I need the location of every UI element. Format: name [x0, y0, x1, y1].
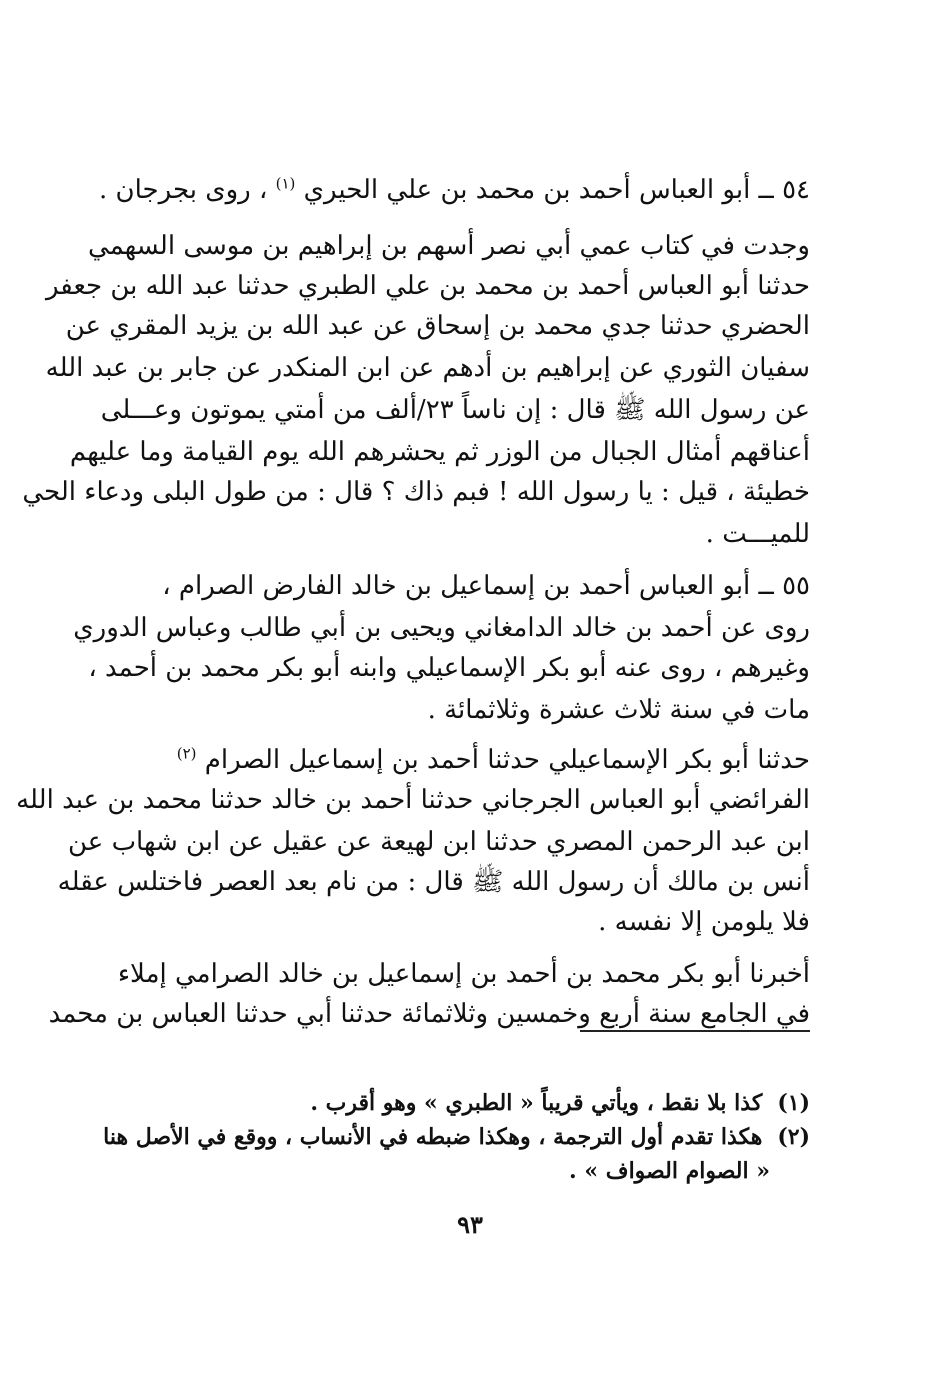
entry-54-line: حدثنا أبو العباس أحمد بن محمد بن علي الطبري حدثنا عبد الله بن جعفر [45, 271, 810, 301]
entry-55-line: فلا يلومن إلا نفسه . [598, 907, 810, 937]
footnote-2-text: هكذا تقدم أول الترجمة ، وهكذا ضبطه في الأنساب ، ووقع في الأصل هنا [103, 1124, 763, 1150]
footnote-ref-1[interactable]: (١) [275, 174, 296, 193]
entry-54-heading [98, 172, 810, 208]
footnote-divider [580, 1030, 810, 1032]
footnote-1-number: (١) [777, 1090, 810, 1116]
entry-55-line: في الجامع سنة أربع وخمسين وثلاثمائة حدثنا أبي حدثنا العباس بن محمد [48, 999, 810, 1029]
entry-54-heading-tail: ، روى بجرجان . [98, 175, 268, 205]
entry-54-line: وجدت في كتاب عمي أبي نصر أسهم بن إبراهيم بن موسى السهمي [88, 231, 810, 261]
entry-54-line: خطيئة ، قيل : يا رسول الله ! فبم ذاك ؟ قال : من طول البلى ودعاء الحي [22, 477, 810, 507]
page-number: ٩٣ [457, 1210, 483, 1239]
footnote-2 [103, 1122, 810, 1152]
entry-55-para2-text: حدثنا أبو بكر الإسماعيلي حدثنا أحمد بن إسماعيل الصرام [204, 745, 810, 775]
entry-54-line: سفيان الثوري عن إبراهيم بن أدهم عن ابن المنكدر عن جابر بن عبد الله [45, 353, 810, 383]
footnote-1 [120, 1088, 810, 1118]
footnote-2-number: (٢) [777, 1124, 810, 1150]
entry-55-line: أخبرنا أبو بكر محمد بن أحمد بن إسماعيل بن خالد الصرامي إملاء [117, 959, 810, 989]
entry-54-heading-text: ٥٤ ــ أبو العباس أحمد بن محمد بن علي الحيري [303, 175, 810, 205]
entry-55-para2-first [120, 742, 810, 778]
entry-55-line: ابن عبد الرحمن المصري حدثنا ابن لهيعة عن عقيل عن ابن شهاب عن [68, 827, 810, 857]
footnote-ref-2[interactable]: (٢) [176, 744, 197, 763]
entry-54-line: للميـــت . [705, 519, 810, 549]
entry-55-heading: ٥٥ ــ أبو العباس أحمد بن إسماعيل بن خالد الفارض الصرام ، [162, 571, 810, 601]
entry-55-line: أنس بن مالك أن رسول الله ﷺ قال : من نام بعد العصر فاختلس عقله [57, 867, 810, 897]
footnote-2-continuation: « الصوام الصواف » . [569, 1158, 770, 1184]
entry-55-line: مات في سنة ثلاث عشرة وثلاثمائة . [427, 695, 810, 725]
entry-55-line: روى عن أحمد بن خالد الدامغاني ويحيى بن أبي طالب وعباس الدوري [73, 613, 810, 643]
entry-54-line: عن رسول الله ﷺ قال : إن ناساً ٢٣/ألف من أمتي يموتون وعـــلى [100, 395, 810, 425]
entry-54-line: الحضري حدثنا جدي محمد بن إسحاق عن عبد الله بن يزيد المقري عن [65, 311, 810, 341]
entry-55-line: وغيرهم ، روى عنه أبو بكر الإسماعيلي وابنه أبو بكر محمد بن أحمد ، [88, 653, 810, 683]
footnote-1-text: كذا بلا نقط ، ويأتي قريباً « الطبري » وهو أقرب . [310, 1090, 763, 1116]
entry-54-line: أعناقهم أمثال الجبال من الوزر ثم يحشرهم الله يوم القيامة وما عليهم [69, 437, 810, 467]
entry-55-line: الفرائضي أبو العباس الجرجاني حدثنا أحمد بن خالد حدثنا محمد بن عبد الله [16, 785, 810, 815]
